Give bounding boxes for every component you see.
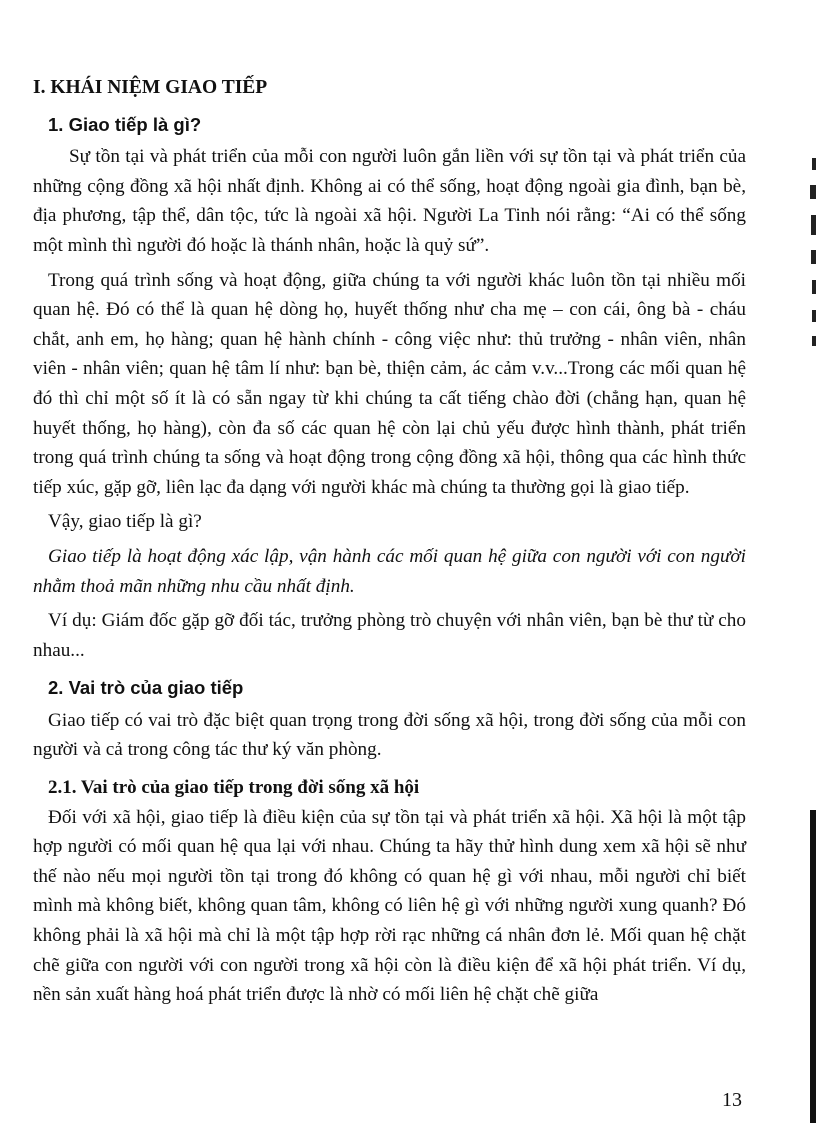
edge-mark [812,310,816,322]
chapter-heading: I. KHÁI NIỆM GIAO TIẾP [33,77,268,98]
page-number: 13 [722,1089,742,1111]
section-1-title: 1. Giao tiếp là gì? [48,113,202,135]
edge-mark [812,280,816,294]
section-2-1-title: 2.1. Vai trò của giao tiếp trong đời sống xã hội [48,777,420,799]
edge-mark [812,158,816,170]
edge-mark [810,185,816,199]
page-content [33,70,746,1010]
paragraph: Vậy, giao tiếp là gì? [48,511,202,533]
edge-mark [812,336,816,346]
paragraph: Trong quá trình sống và hoạt động, giữa chúng ta với người khác luôn tồn tại nhiều mối quan hệ. Đó có thể là quan hệ dòng họ, huyết thống như cha mẹ – con cái, ông bà - cháu chắt, anh em, họ hàng; quan hệ hành chính - công việc như: thủ trưởng - nhân viên, nhân viên - nhân viên; quan hệ tâm lí như: bạn bè, thiện cảm, ác cảm v.v...Trong các mối quan hệ đó thì chỉ một số ít là có sẵn ngay từ khi chúng ta cất tiếng chào đời (chẳng hạn, quan hệ huyết thống, họ hàng), còn đa số các quan hệ còn lại chủ yếu được hình thành, phát triển trong quá trình chúng ta sống và hoạt động trong cộng đồng xã hội, thông qua các hình thức tiếp xúc, gặp gỡ, liên lạc đa dạng với người khác mà chúng ta thường gọi là giao tiếp. [33,269,746,498]
example-text: Ví dụ: Giám đốc gặp gỡ đối tác, trưởng phòng trò chuyện với nhân viên, bạn bè thư từ cho nhau... [33,610,746,661]
paragraph: Giao tiếp có vai trò đặc biệt quan trọng trong đời sống xã hội, trong đời sống của mỗi con người và cả trong công tác thư ký văn phòng. [33,709,746,761]
edge-mark [811,250,816,264]
section-2-title: 2. Vai trò của giao tiếp [48,677,244,699]
edge-mark [811,215,816,235]
paragraph: Sự tồn tại và phát triển của mỗi con người luôn gắn liền với sự tồn tại và phát triển của những cộng đồng xã hội nhất định. Không ai có thể sống, hoạt động ngoài gia đình, bạn bè, địa phương, tập thể, dân tộc, tức là ngoài xã hội. Người La Tinh nói rằng: “Ai có thể sống một mình thì người đó hoặc là thánh nhân, hoặc là quỷ sứ”. [33,146,746,256]
paragraph: Đối với xã hội, giao tiếp là điều kiện của sự tồn tại và phát triển xã hội. Xã hội là một tập hợp người có mối quan hệ qua lại với nhau. Chúng ta hãy thử hình dung xem xã hội sẽ như thế nào nếu mọi người tồn tại trong đó không có quan hệ gì với nhau, mỗi người chỉ biết mình mà không biết, không quan tâm, không có liên hệ gì với những người xung quanh? Đó không phải là xã hội mà chỉ là một tập hợp rời rạc những cá nhân đơn lẻ. Mối quan hệ chặt chẽ giữa con người với con người trong xã hội còn là điều kiện để xã hội phát triển. Ví dụ, nền sản xuất hàng hoá phát triển được là nhờ có mối liên hệ chặt chẽ giữa [33,806,746,1006]
definition-text: Giao tiếp là hoạt động xác lập, vận hành các mối quan hệ giữa con người với con người nhằm thoả mãn những nhu cầu nhất định. [33,545,746,597]
page-edge-bar [810,810,816,1123]
